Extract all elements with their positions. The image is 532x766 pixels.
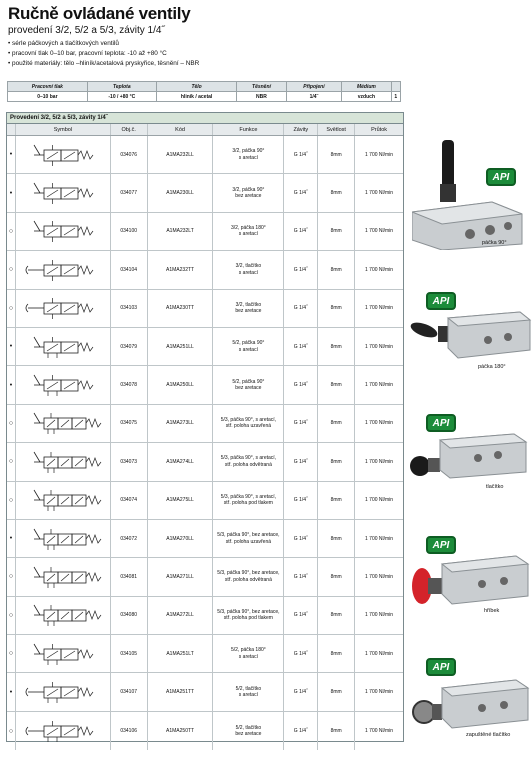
- availability-marker: ○: [7, 482, 16, 519]
- thread-cell: G 1/4˝: [284, 673, 318, 710]
- thread-cell: G 1/4˝: [284, 405, 318, 442]
- order-number: 034105: [111, 635, 148, 672]
- thread-cell: G 1/4˝: [284, 174, 318, 211]
- flow-cell: 1 700 Nl/min: [365, 420, 394, 427]
- function-line: stř. poloha odvětraná: [224, 576, 272, 583]
- valve-symbol: [16, 597, 111, 634]
- function-line: stř. poloha pod tlakem: [223, 615, 273, 622]
- order-number: 034072: [111, 520, 148, 557]
- param-value: vzduch: [342, 92, 391, 102]
- table-body: [7, 136, 403, 750]
- flow-cell: 1 700 Nl/min: [365, 190, 394, 197]
- function-line: 3/2, páčka 90°: [232, 148, 265, 155]
- flow-cell: 1 700 Nl/min: [365, 535, 394, 542]
- flow-cell: 1 700 Nl/min: [365, 382, 394, 389]
- availability-marker: •: [7, 520, 16, 557]
- table-row: [7, 520, 403, 558]
- function-line: stř. poloha pod tlakem: [223, 500, 273, 507]
- param-value: 0–10 bar: [8, 92, 88, 102]
- order-number: 034076: [111, 136, 148, 173]
- valve-symbol: [16, 712, 111, 750]
- param-value: -10 / +80 °C: [87, 92, 156, 102]
- function-cell: [213, 213, 284, 250]
- product-code: A1MA232LT: [148, 213, 214, 250]
- function-line: s aretací: [238, 692, 258, 699]
- photo-caption: zapuštěné tlačítko: [466, 732, 511, 738]
- product-code: A1MA270LL: [148, 520, 214, 557]
- flow-cell: 1 700 Nl/min: [365, 612, 394, 619]
- function-line: 5/2, páčka 180°: [230, 647, 266, 654]
- col-header-bore: Světlost: [318, 124, 355, 135]
- thread-cell: G 1/4˝: [284, 635, 318, 672]
- table-row: [7, 597, 403, 635]
- push-button-valve-image: [406, 430, 530, 482]
- flow-cell: 1 700 Nl/min: [365, 343, 394, 350]
- valve-symbol: [16, 290, 111, 327]
- valve-symbol: [16, 136, 111, 173]
- flush-button-valve-image: [410, 678, 530, 732]
- valve-symbol: [16, 213, 111, 250]
- function-line: 5/3, páčka 90°, s aretací,: [220, 493, 277, 500]
- product-code: A1MA232LL: [148, 136, 214, 173]
- table-row: [7, 443, 403, 481]
- thread-cell: G 1/4˝: [284, 290, 318, 327]
- table-row: [7, 673, 403, 711]
- function-line: s aretací: [238, 154, 258, 161]
- order-number: 034100: [111, 213, 148, 250]
- thread-cell: G 1/4˝: [284, 558, 318, 595]
- thread-cell: G 1/4˝: [284, 328, 318, 365]
- table-row: [7, 136, 403, 174]
- valve-symbol: [16, 482, 111, 519]
- flow-cell: 1 700 Nl/min: [365, 228, 394, 235]
- order-number: 034074: [111, 482, 148, 519]
- order-number: 034078: [111, 366, 148, 403]
- bore-cell: 8mm: [318, 482, 355, 519]
- thread-cell: G 1/4˝: [284, 597, 318, 634]
- function-line: bez aretace: [235, 308, 262, 315]
- bore-cell: 8mm: [318, 558, 355, 595]
- function-cell: [213, 520, 284, 557]
- availability-marker: •: [7, 174, 16, 211]
- function-line: 5/2, tlačítko: [235, 685, 262, 692]
- flow-cell: 1 700 Nl/min: [365, 458, 394, 465]
- flow-cell: 1 700 Nl/min: [365, 689, 394, 696]
- function-line: s aretací: [238, 269, 258, 276]
- param-header: Teplota: [87, 82, 156, 92]
- function-cell: [213, 482, 284, 519]
- valve-symbol: [16, 558, 111, 595]
- order-number: 034104: [111, 251, 148, 288]
- function-line: 3/2, tlačítko: [235, 263, 262, 270]
- function-line: 5/3, páčka 90°, bez aretace,: [217, 532, 280, 539]
- feature-list: [8, 39, 199, 69]
- table-row: [7, 482, 403, 520]
- bore-cell: 8mm: [318, 213, 355, 250]
- order-number: 034080: [111, 597, 148, 634]
- availability-marker: ○: [7, 443, 16, 480]
- order-number: 034106: [111, 712, 148, 750]
- order-number: 034079: [111, 328, 148, 365]
- availability-marker: ○: [7, 712, 16, 750]
- function-line: bez aretace: [235, 731, 262, 738]
- flow-cell: 1 700 Nl/min: [365, 573, 394, 580]
- function-cell: [213, 443, 284, 480]
- function-line: bez aretace: [235, 385, 262, 392]
- product-table: [6, 112, 404, 742]
- function-cell: [213, 366, 284, 403]
- api-logo: API: [426, 536, 456, 554]
- valve-symbol: [16, 251, 111, 288]
- feature-item: • pracovní tlak 0–10 bar, pracovní teplota: -10 až +80 °C: [8, 50, 167, 57]
- api-logo: API: [486, 168, 516, 186]
- product-code: A1MA251LL: [148, 328, 214, 365]
- function-line: bez aretace: [235, 193, 262, 200]
- availability-marker: •: [7, 136, 16, 173]
- bore-cell: 8mm: [318, 251, 355, 288]
- valve-symbol: [16, 405, 111, 442]
- bore-cell: 8mm: [318, 712, 355, 750]
- feature-item: • použité materiály: tělo –hliník/acetalová pryskyřice, těsnění – NBR: [8, 60, 200, 67]
- order-number: 034073: [111, 443, 148, 480]
- parameter-table: [7, 81, 401, 102]
- col-header-flow: Průtok: [371, 126, 388, 133]
- product-code: A1MA274LL: [148, 443, 214, 480]
- product-code: A1MA250LL: [148, 366, 214, 403]
- table-row: [7, 558, 403, 596]
- function-cell: [213, 251, 284, 288]
- table-row: [7, 251, 403, 289]
- availability-marker: ○: [7, 290, 16, 327]
- product-photos: [406, 112, 532, 766]
- thread-cell: G 1/4˝: [284, 366, 318, 403]
- flow-cell: 1 700 Nl/min: [365, 305, 394, 312]
- function-line: stř. poloha odvětraná: [224, 461, 272, 468]
- function-line: 5/3, páčka 90°, bez aretace,: [217, 608, 280, 615]
- col-header-order: Obj.č.: [111, 124, 148, 135]
- lever-90-valve-image: [412, 140, 524, 250]
- photo-caption: páčka 180°: [478, 364, 506, 370]
- thread-cell: G 1/4˝: [284, 213, 318, 250]
- api-logo: API: [426, 658, 456, 676]
- function-cell: [213, 136, 284, 173]
- function-line: s aretací: [238, 231, 258, 238]
- parameter-value-row: [8, 92, 401, 102]
- bore-cell: 8mm: [318, 405, 355, 442]
- product-code: A1MA275LL: [148, 482, 214, 519]
- availability-marker: ○: [7, 405, 16, 442]
- product-code: A1MA230TT: [148, 290, 214, 327]
- col-header-thread: Závity: [284, 124, 318, 135]
- product-code: A1MA271LL: [148, 558, 214, 595]
- param-value: 1/4˝: [286, 92, 342, 102]
- product-code: A1MA251TT: [148, 673, 214, 710]
- flow-cell: 1 700 Nl/min: [365, 728, 394, 735]
- thread-cell: G 1/4˝: [284, 443, 318, 480]
- table-row: [7, 635, 403, 673]
- function-cell: [213, 405, 284, 442]
- col-header-symbol: Symbol: [16, 124, 111, 135]
- thread-cell: G 1/4˝: [284, 136, 318, 173]
- product-code: A1MA273LL: [148, 405, 214, 442]
- function-line: 5/2, tlačítko: [235, 724, 262, 731]
- bore-cell: 8mm: [318, 443, 355, 480]
- bore-cell: 8mm: [318, 328, 355, 365]
- photo-caption: hříbek: [484, 608, 500, 614]
- feature-item: • sérIe páčkových a tlačítkových ventilů: [8, 40, 119, 47]
- thread-cell: G 1/4˝: [284, 482, 318, 519]
- bore-cell: 8mm: [318, 673, 355, 710]
- availability-marker: •: [7, 673, 16, 710]
- param-value: hliník / acetal: [156, 92, 236, 102]
- function-cell: [213, 712, 284, 750]
- table-row: [7, 405, 403, 443]
- page-subtitle: provedení 3/2, 5/2 a 5/3, závity 1/4˝: [8, 25, 165, 36]
- flow-cell: 1 700 Nl/min: [365, 497, 394, 504]
- param-value: 1: [391, 92, 400, 102]
- table-row: [7, 174, 403, 212]
- function-line: s aretací: [238, 653, 258, 660]
- parameter-header-row: [8, 82, 401, 92]
- valve-symbol: [16, 520, 111, 557]
- lever-180-valve-image: [408, 310, 532, 362]
- valve-symbol: [16, 174, 111, 211]
- param-header: Těsnění: [237, 82, 286, 92]
- availability-marker: ○: [7, 213, 16, 250]
- param-header: Tělo: [156, 82, 236, 92]
- table-row: [7, 366, 403, 404]
- function-line: 5/3, páčka 90°, s aretací,: [220, 455, 277, 462]
- product-code: A1MA232TT: [148, 251, 214, 288]
- availability-marker: ○: [7, 635, 16, 672]
- valve-symbol: [16, 366, 111, 403]
- order-number: 034077: [111, 174, 148, 211]
- valve-symbol: [16, 443, 111, 480]
- table-row: [7, 290, 403, 328]
- bore-cell: 8mm: [318, 597, 355, 634]
- bore-cell: 8mm: [318, 635, 355, 672]
- function-line: stř. poloha uzavřená: [225, 538, 272, 545]
- function-line: 5/3, páčka 90°, bez aretace,: [217, 570, 280, 577]
- table-header: [7, 124, 403, 136]
- photo-caption: tlačítko: [486, 484, 504, 490]
- col-header-function: Funkce: [213, 124, 284, 135]
- col-header-code: Kód: [148, 124, 214, 135]
- flow-cell: 1 700 Nl/min: [365, 266, 394, 273]
- function-cell: [213, 635, 284, 672]
- page-title: Ručně ovládané ventily: [8, 4, 191, 23]
- function-line: s aretací: [238, 346, 258, 353]
- bore-cell: 8mm: [318, 290, 355, 327]
- function-cell: [213, 328, 284, 365]
- bore-cell: 8mm: [318, 136, 355, 173]
- table-row: [7, 328, 403, 366]
- valve-symbol: [16, 635, 111, 672]
- function-line: 3/2, páčka 180°: [230, 224, 266, 231]
- product-code: A1MA230LL: [148, 174, 214, 211]
- valve-symbol: [16, 673, 111, 710]
- param-header: Připojení: [286, 82, 342, 92]
- function-cell: [213, 673, 284, 710]
- bore-cell: 8mm: [318, 520, 355, 557]
- function-cell: [213, 597, 284, 634]
- table-row: [7, 213, 403, 251]
- function-cell: [213, 290, 284, 327]
- col-header: [7, 124, 16, 135]
- function-line: 5/2, páčka 90°: [232, 378, 265, 385]
- mushroom-button-valve-image: [408, 554, 532, 608]
- flow-cell: 1 700 Nl/min: [365, 151, 394, 158]
- param-header: Pracovní tlak: [8, 82, 88, 92]
- function-line: 3/2, páčka 90°: [232, 186, 265, 193]
- param-header: Médium: [342, 82, 391, 92]
- api-logo: API: [426, 414, 456, 432]
- thread-cell: G 1/4˝: [284, 251, 318, 288]
- order-number: 034107: [111, 673, 148, 710]
- bore-cell: 8mm: [318, 174, 355, 211]
- availability-marker: ○: [7, 251, 16, 288]
- order-number: 034081: [111, 558, 148, 595]
- function-line: 5/2, páčka 90°: [232, 340, 265, 347]
- param-header: [391, 82, 400, 92]
- flow-cell: 1 700 Nl/min: [365, 650, 394, 657]
- thread-cell: G 1/4˝: [284, 520, 318, 557]
- product-code: A1MA251LT: [148, 635, 214, 672]
- section-title: Provedení 3/2, 5/2 a 5/3, závity 1/4˝: [7, 113, 403, 124]
- param-value: NBR: [237, 92, 286, 102]
- product-code: A1MA272LL: [148, 597, 214, 634]
- thread-cell: G 1/4˝: [284, 712, 318, 750]
- function-line: 3/2, tlačítko: [235, 301, 262, 308]
- photo-caption: páčka 90°: [482, 240, 507, 246]
- order-number: 034103: [111, 290, 148, 327]
- api-logo: API: [426, 292, 456, 310]
- order-number: 034075: [111, 405, 148, 442]
- availability-marker: •: [7, 328, 16, 365]
- function-line: stř. poloha uzavřená: [225, 423, 272, 430]
- availability-marker: ○: [7, 558, 16, 595]
- availability-marker: •: [7, 366, 16, 403]
- function-cell: [213, 558, 284, 595]
- table-row: [7, 712, 403, 750]
- valve-symbol: [16, 328, 111, 365]
- function-cell: [213, 174, 284, 211]
- availability-marker: ○: [7, 597, 16, 634]
- product-code: A1MA250TT: [148, 712, 214, 750]
- bore-cell: 8mm: [318, 366, 355, 403]
- function-line: 5/3, páčka 90°, s aretací,: [220, 416, 277, 423]
